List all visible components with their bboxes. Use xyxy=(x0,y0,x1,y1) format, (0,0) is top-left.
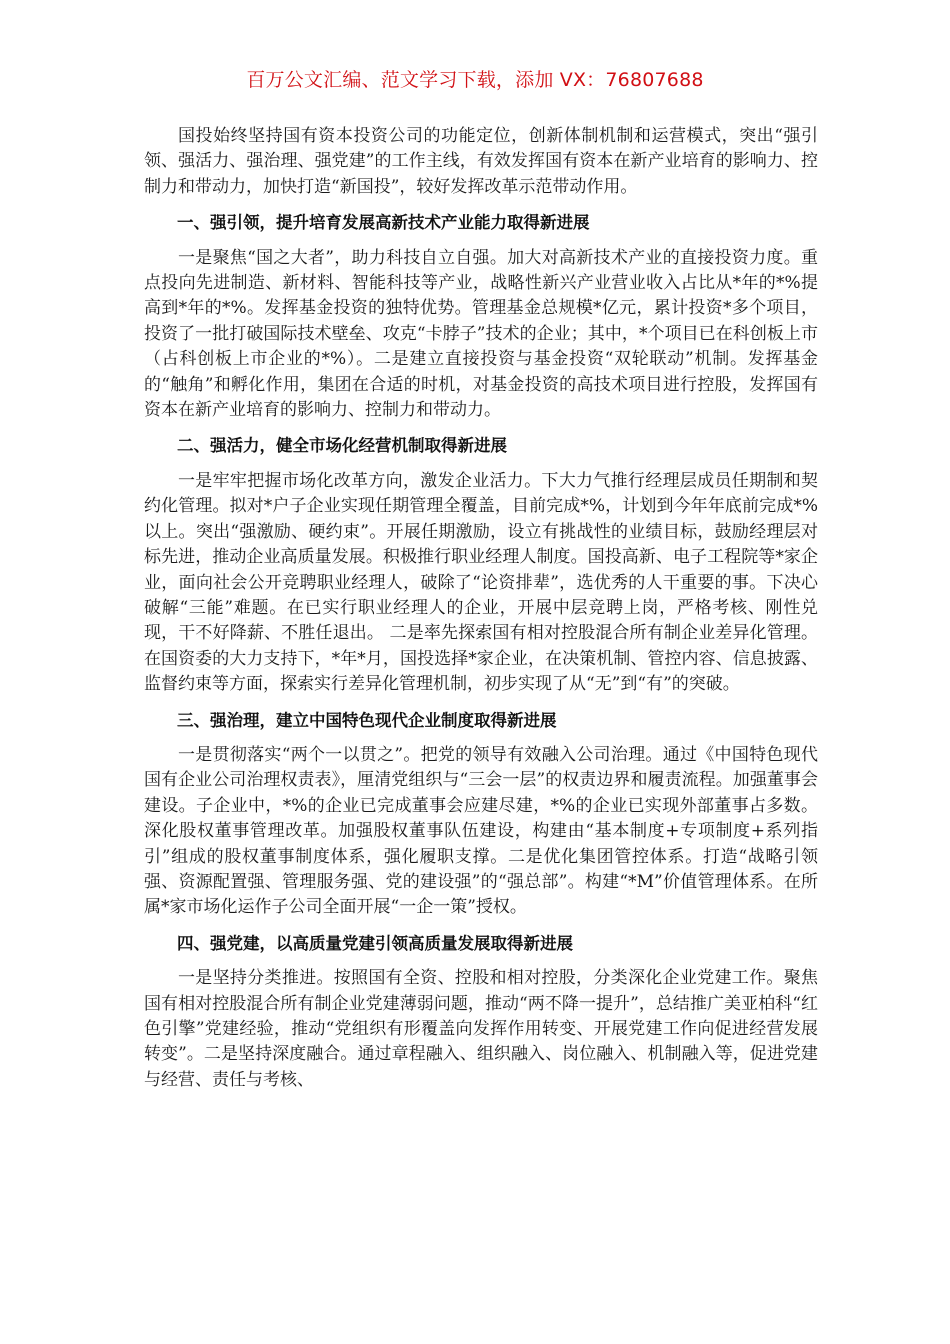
section-paragraph-3: 一是贯彻落实“两个一以贯之”。把党的领导有效融入公司治理。通过《中国特色现代国有企业公司治理权责表》，厘清党组织与“三会一层”的权责边界和履责流程。加强董事会建设。子企业中，*%的企业已完成董事会应建尽建，*%的企业已实现外部董事占多数。深化股权董事管理改革。加强股权董事队伍建设，构建由“基本制度+专项制度+系列指引”组成的股权董事制度体系，强化履职支撑。二是优化集团管控体系。打造“战略引领强、资源配置强、管理服务强、党的建设强”的“强总部”。构建“*M”价值管理体系。在所属*家市场化运作子公司全面开展“一企一策”授权。 xyxy=(144,744,818,918)
section-paragraph-1: 一是聚焦“国之大者”，助力科技自立自强。加大对高新技术产业的直接投资力度。重点投向先进制造、新材料、智能科技等产业，战略性新兴产业营业收入占比从*年的*%提高到*年的*%。发挥基金投资的独特优势。管理基金总规模*亿元，累计投资*多个项目，投资了一批打破国际技术壁垒、攻克“卡脖子”技术的企业；其中，*个项目已在科创板上市（占科创板上市企业的*%）。二是建立直接投资与基金投资“双轮联动”机制。发挥基金的“触角”和孵化作用，集团在合适的时机，对基金投资的高技术项目进行控股，发挥国有资本在新产业培育的影响力、控制力和带动力。 xyxy=(144,247,818,421)
section-heading-4: 四、强党建，以高质量党建引领高质量发展取得新进展 xyxy=(177,933,573,953)
section-paragraph-2: 一是牢牢把握市场化改革方向，激发企业活力。下大力气推行经理层成员任期制和契约化管理。拟对*户子企业实现任期管理全覆盖，目前完成*%，计划到今年年底前完成*%以上。突出“强激励、硬约束”。开展任期激励，设立有挑战性的业绩目标，鼓励经理层对标先进，推动企业高质量发展。积极推行职业经理人制度。国投高新、电子工程院等*家企业，面向社会公开竞聘职业经理人，破除了“论资排辈”，选优秀的人干重要的事。下决心破解“三能”难题。在已实行职业经理人的企业，开展中层竞聘上岗，严格考核、刚性兑现，干不好降薪、不胜任退出。 二是率先探索国有相对控股混合所有制企业差异化管理。在国资委的大力支持下，*年*月，国投选择*家企业，在决策机制、管控内容、信息披露、监督约束等方面，探索实行差异化管理机制，初步实现了从“无”到“有”的突破。 xyxy=(144,470,818,695)
section-heading-3: 三、强治理，建立中国特色现代企业制度取得新进展 xyxy=(177,710,557,730)
watermark-banner: 百万公文汇编、范文学习下载，添加 VX：76807688 xyxy=(246,69,704,91)
section-heading-1: 一、强引领，提升培育发展高新技术产业能力取得新进展 xyxy=(177,213,590,233)
document-body xyxy=(144,124,818,1093)
intro-paragraph: 国投始终坚持国有资本投资公司的功能定位，创新体制机制和运营模式，突出“强引领、强活力、强治理、强党建”的工作主线，有效发挥国有资本在新产业培育的影响力、控制力和带动力，加快打造“新国投”，较好发挥改革示范带动作用。 xyxy=(144,126,818,197)
section-heading-2: 二、强活力，健全市场化经营机制取得新进展 xyxy=(177,436,507,456)
section-paragraph-4: 一是坚持分类推进。按照国有全资、控股和相对控股，分类深化企业党建工作。聚焦国有相对控股混合所有制企业党建薄弱问题，推动“两不降一提升”，总结推广美亚柏科“红色引擎”党建经验，推动“党组织有形覆盖向发挥作用转变、开展党建工作向促进经营发展转变”。二是坚持深度融合。通过章程融入、组织融入、岗位融入、机制融入等，促进党建与经营、责任与考核、 xyxy=(144,968,818,1090)
